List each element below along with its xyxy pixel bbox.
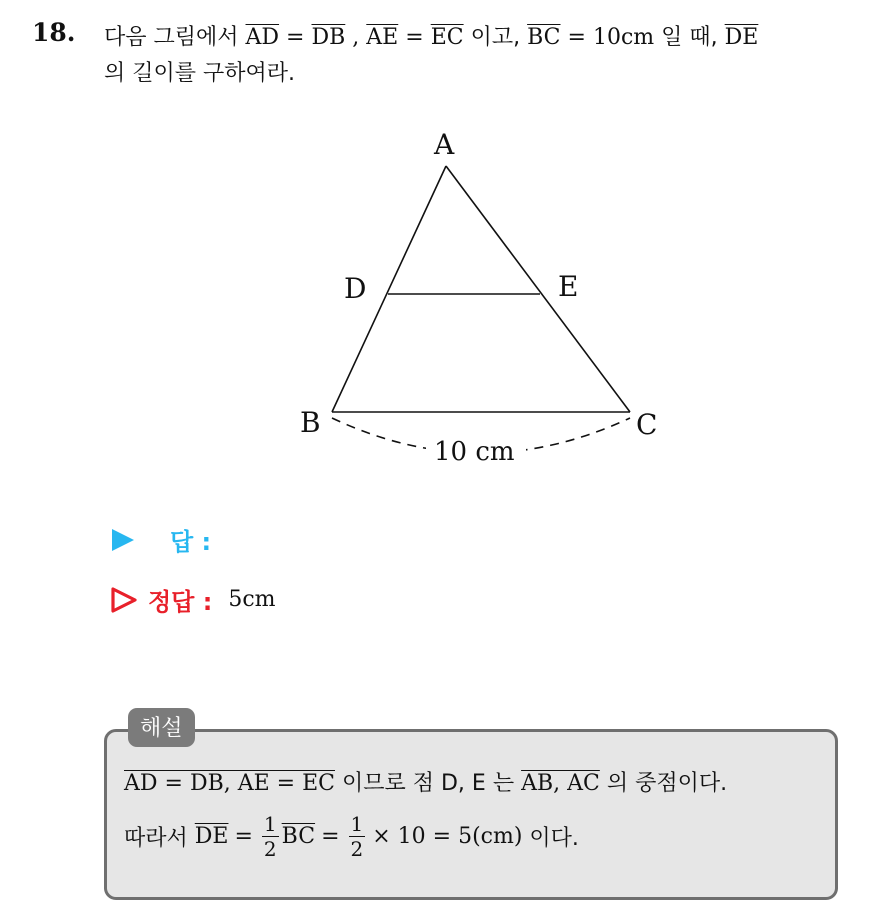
label-e: E bbox=[558, 270, 579, 303]
solution-segments-1: AD = DB, AE = EC bbox=[124, 771, 335, 796]
triangle-figure bbox=[280, 120, 700, 480]
label-d: D bbox=[344, 272, 367, 305]
answer-label: 답 : bbox=[170, 528, 212, 556]
correct-answer-row bbox=[110, 582, 276, 617]
solution-segment-bc: $\overline{BC}$ bbox=[281, 824, 316, 849]
equals-sign: = bbox=[567, 25, 586, 50]
bc-measure-label: 10 cm bbox=[434, 437, 515, 467]
question-number: 18. bbox=[32, 18, 76, 47]
solution-text-1: 이므로 점 D, E 는 bbox=[342, 771, 515, 796]
solution-segments-2: AB, AC bbox=[521, 771, 600, 796]
segment-de: $\overline{DE}$ bbox=[724, 25, 759, 50]
bc-value: 10cm bbox=[592, 25, 655, 50]
question-text bbox=[104, 20, 874, 92]
label-b: B bbox=[300, 406, 321, 439]
conjunction: 이고, bbox=[470, 25, 521, 50]
outline-arrow-icon bbox=[110, 586, 138, 614]
equals-sign: = bbox=[405, 25, 424, 50]
solution-tail-1: 의 중점이다. bbox=[606, 771, 728, 796]
solution-tag: 해설 bbox=[128, 708, 195, 747]
fraction-numerator: 1 bbox=[350, 812, 364, 836]
correct-answer-value: 5cm bbox=[228, 587, 276, 612]
when-word: 일 때, bbox=[661, 25, 718, 50]
answer-row bbox=[110, 522, 211, 557]
segment-ae: $\overline{AE}$ bbox=[366, 25, 399, 50]
side-ac bbox=[446, 166, 630, 412]
equals-sign: = bbox=[234, 824, 253, 849]
fraction-denominator: 2 bbox=[263, 837, 277, 861]
equals-sign: = bbox=[321, 824, 340, 849]
segment-bc: $\overline{BC}$ bbox=[527, 25, 561, 50]
fraction-half-2 bbox=[349, 812, 366, 861]
question-tail: 의 길이를 구하여라. bbox=[104, 61, 295, 86]
fraction-denominator: 2 bbox=[350, 837, 364, 861]
segment-ad: $\overline{AD}$ bbox=[245, 25, 280, 50]
fraction-half bbox=[262, 812, 279, 861]
solution-computation: × 10 = 5(cm) bbox=[372, 824, 523, 849]
solution-tail-2: 이다. bbox=[529, 826, 579, 851]
segment-ec: $\overline{EC}$ bbox=[430, 25, 464, 50]
comma: , bbox=[352, 25, 360, 50]
solution-start-2: 따라서 bbox=[124, 826, 188, 851]
question-intro: 다음 그림에서 bbox=[104, 25, 239, 50]
label-c: C bbox=[636, 408, 658, 441]
solution-segment-de: $\overline{DE}$ bbox=[194, 824, 229, 849]
correct-answer-label: 정답 : bbox=[148, 588, 213, 616]
fraction-numerator: 1 bbox=[263, 812, 277, 836]
segment-db: $\overline{DB}$ bbox=[311, 25, 346, 50]
equals-sign: = bbox=[286, 25, 305, 50]
solution-line-1 bbox=[124, 766, 727, 797]
solution-line-2 bbox=[124, 812, 579, 861]
play-arrow-icon bbox=[110, 527, 136, 553]
label-a: A bbox=[434, 128, 455, 161]
